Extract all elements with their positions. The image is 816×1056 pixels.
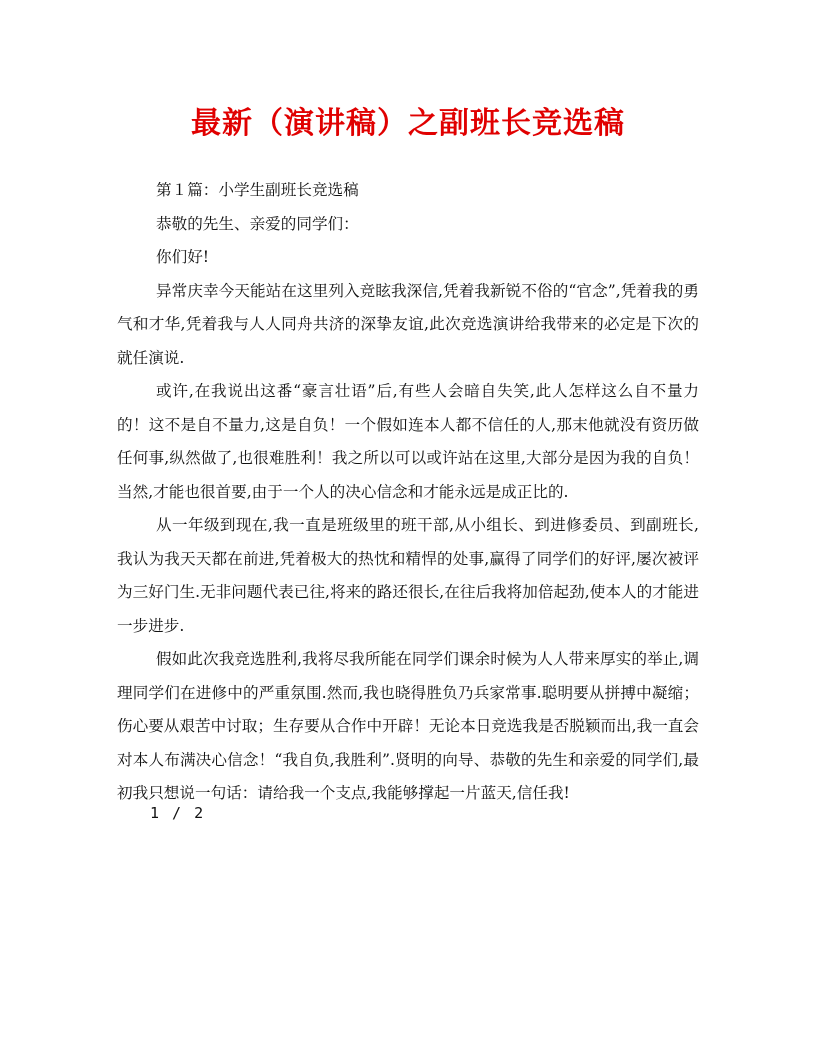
section-heading: 第１篇：小学生副班长竞选稿	[156, 181, 359, 199]
document-body	[117, 174, 699, 811]
salutation: 恭敬的先生、亲爱的同学们：	[156, 214, 359, 233]
document-title: 最新（演讲稿）之副班长竞选稿	[191, 106, 625, 141]
body-paragraph: 假如此次我竞选胜利,我将尽我所能在同学们课余时候为人人带来厚实的举止,调理同学们在进修中的严重氛围.然而,我也晓得胜负乃兵家常事.聪明要从拼搏中凝缩；伤心要从艰苦中讨取；生存要从合作中开辟！无论本日竞选我是否脱颖而出,我一直会对本人布满决心信念！“我自负,我胜利”.贤明的向导、恭敬的先生和亲爱的同学们,最初我只想说一句话：请给我一个支点,我能够撑起一片蓝天,信任我!	[117, 650, 699, 802]
body-paragraph: 从一年级到现在,我一直是班级里的班干部,从小组长、到进修委员、到副班长,我认为我天天都在前进,凭着极大的热忱和精悍的处事,赢得了同学们的好评,屡次被评为三好门生.无非问题代表已往,将来的路还很长,在往后我将加倍起劲,使本人的才能进一步进步.	[117, 516, 699, 635]
page-number: 1 / 2	[150, 804, 206, 822]
greeting: 你们好!	[156, 248, 210, 266]
body-paragraph: 异常庆幸今天能站在这里列入竞眩我深信,凭着我新锐不俗的“官念”,凭着我的勇气和才华,凭着我与人人同舟共济的深挚友谊,此次竞选演讲给我带来的必定是下次的就任演说.	[117, 281, 699, 367]
body-paragraph: 或许,在我说出这番“豪言壮语”后,有些人会暗自失笑,此人怎样这么自不量力的！这不是自不量力,这是自负！一个假如连本人都不信任的人,那末他就没有资历做任何事,纵然做了,也很难胜利！我之所以可以或许站在这里,大部分是因为我的自负！当然,才能也很首要,由于一个人的决心信念和才能永远是成正比的.	[117, 382, 699, 501]
